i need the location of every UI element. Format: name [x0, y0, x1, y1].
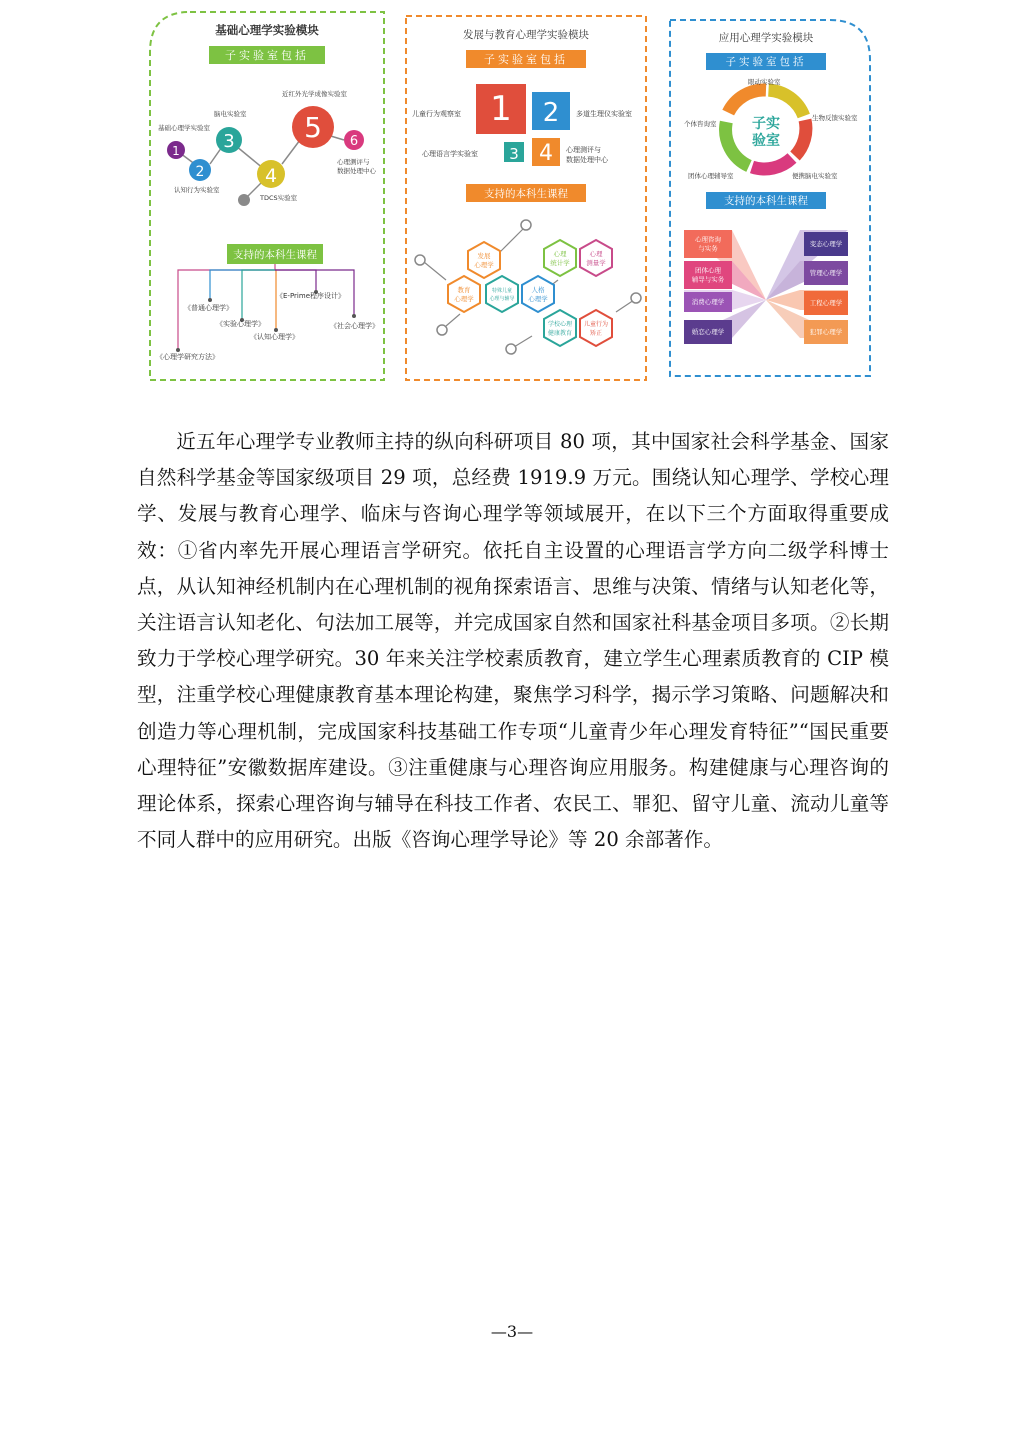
lab-modules-figure	[140, 4, 880, 388]
lab-child-obs-label: 儿童行为观察室	[412, 110, 461, 118]
lab-eye-label: 眼动实验室	[748, 78, 781, 86]
lab-linguistics-label: 心理语言学实验室	[422, 150, 478, 158]
svg-text:心理与辅导: 心理与辅导	[489, 296, 515, 302]
course-eprime: 《E-Prime程序设计》	[276, 292, 345, 300]
svg-text:教育: 教育	[457, 286, 471, 294]
course-right-label: 犯罪心理学	[809, 328, 843, 336]
svg-text:3: 3	[223, 131, 235, 152]
course-right-label: 工程心理学	[809, 299, 843, 307]
course-cognitive: 《认知心理学》	[250, 333, 299, 341]
svg-text:发展: 发展	[477, 252, 491, 260]
lab-tdcs-label: TDCS实验室	[260, 194, 298, 202]
page-number: —3—	[490, 1322, 534, 1341]
svg-text:1: 1	[172, 144, 180, 158]
research-paragraph: 近五年心理学专业教师主持的纵向科研项目 80 项，其中国家社会科学基金、国家自然科学基金等国家级项目 29 项，总经费 1919.9 万元。围绕认知心理学、学校心理学、发展与教育心理学、临床与咨询心理学等领域展开，在以下三个方面取得重要成效：①省内率先开展心理语言学研究。依托自主设置的心理语言学方向二级学科博士点，从认知神经机制内在心理机制的视角探索语言、思维与决策、情绪与认知老化等，关注语言认知老化、句法加工展等，并完成国家自然和国家社科基金项目多项。②长期致力于学校心理学研究。30 年来关注学校素质教育，建立学生心理素质教育的 CIP 模型，注重学校心理健康教育基本理论构建，聚焦学习科学，揭示学习策略、问题解决和创造力等心理机制，完成国家科技基础工作专项“儿童青少年心理发育特征”“国民重要心理特征”安徽数据库建设。③注重健康与心理咨询应用服务。构建健康与心理咨询的理论体系，探索心理咨询与辅导在科技工作者、农民工、罪犯、留守儿童、流动儿童等不同人群中的应用研究。出版《咨询心理学导论》等 20 余部著作。	[137, 430, 889, 852]
module-applied-psychology	[670, 20, 870, 376]
svg-text:矫正: 矫正	[589, 330, 603, 337]
lab-assessment-label-1: 心理测评与	[337, 158, 370, 166]
lab-nirs-label: 近红外光学成像实验室	[282, 90, 347, 98]
module1-title: 基础心理学实验模块	[215, 23, 319, 37]
hex-special-children	[486, 276, 518, 312]
svg-text:心理学: 心理学	[528, 295, 548, 303]
svg-text:子实: 子实	[752, 116, 780, 132]
hex-behavior	[580, 310, 612, 346]
module-development-education	[406, 16, 646, 380]
lab-basic-label: 基础心理学实验室	[158, 124, 210, 132]
svg-text:验室: 验室	[752, 133, 780, 149]
module2-subheader: 子实验室包括	[484, 53, 568, 66]
module2-courses-header: 支持的本科生课程	[484, 188, 568, 200]
course-social: 《社会心理学》	[330, 322, 379, 330]
tdcs-dot	[238, 194, 250, 206]
svg-text:心理: 心理	[589, 250, 603, 258]
svg-text:人格: 人格	[531, 286, 545, 294]
module3-title: 应用心理学实验模块	[718, 32, 814, 44]
lab-modules-svg	[140, 4, 880, 388]
svg-text:心理: 心理	[553, 250, 567, 258]
hex-personality	[522, 276, 554, 312]
svg-text:2: 2	[195, 164, 205, 180]
svg-text:6: 6	[349, 134, 359, 149]
module-basic-psychology	[150, 12, 384, 380]
course-left-label: 团体心理	[695, 266, 721, 275]
course-left-label: 与实务	[698, 244, 718, 253]
svg-text:3: 3	[509, 145, 519, 163]
lab-assessment-label-2: 数据处理中心	[337, 167, 376, 175]
hex-measurement	[580, 240, 612, 276]
lab-group-label: 团体心理辅导室	[688, 172, 734, 180]
svg-text:测量学: 测量学	[586, 259, 606, 267]
lab-assess-label-1: 心理测评与	[566, 146, 601, 154]
course-right-label: 变态心理学	[809, 240, 843, 248]
svg-text:4: 4	[539, 141, 553, 166]
hex-developmental	[468, 242, 500, 278]
svg-text:儿童行为: 儿童行为	[583, 321, 609, 328]
svg-text:健康教育: 健康教育	[547, 330, 573, 337]
hex-statistics	[544, 240, 576, 276]
hex-school-health	[544, 310, 576, 346]
course-left-label: 婚恋心理学	[691, 328, 725, 336]
svg-text:特殊儿童: 特殊儿童	[491, 288, 513, 294]
lab-physio-label: 多道生理仪实验室	[576, 110, 632, 118]
svg-text:学校心理: 学校心理	[547, 321, 573, 328]
lab-bio-label: 生物反馈实验室	[812, 114, 858, 122]
lab-counsel-label: 个体咨询室	[684, 120, 717, 128]
hex-educational	[448, 276, 480, 312]
module2-title: 发展与教育心理学实验模块	[463, 29, 589, 41]
svg-text:统计学: 统计学	[550, 259, 570, 267]
course-methods: 《心理学研究方法》	[156, 353, 219, 361]
lab-portable-label: 便携脑电实验室	[792, 172, 838, 180]
svg-text:2: 2	[542, 98, 560, 128]
course-left-label: 辅导与实务	[691, 275, 725, 284]
module1-subheader: 子实验室包括	[225, 49, 309, 62]
module1-courses-header: 支持的本科生课程	[233, 249, 317, 261]
lab-assess-label-2: 数据处理中心	[566, 156, 608, 164]
lab-eeg-label: 脑电实验室	[214, 110, 247, 118]
course-left-label: 心理咨询	[695, 235, 721, 244]
svg-text:1: 1	[490, 89, 512, 129]
body-text	[137, 424, 889, 858]
svg-text:心理学: 心理学	[474, 261, 494, 269]
svg-text:5: 5	[304, 111, 322, 144]
svg-text:心理学: 心理学	[454, 295, 474, 303]
svg-text:4: 4	[264, 165, 278, 187]
course-right-label: 管理心理学	[809, 269, 843, 277]
module3-courses-header: 支持的本科生课程	[724, 195, 808, 207]
course-left-label: 消费心理学	[691, 298, 725, 306]
module3-subheader: 子实验室包括	[725, 56, 807, 68]
course-general: 《普通心理学》	[184, 304, 233, 312]
lab-cognitive-label: 认知行为实验室	[174, 186, 220, 194]
course-experimental: 《实验心理学》	[216, 320, 265, 328]
